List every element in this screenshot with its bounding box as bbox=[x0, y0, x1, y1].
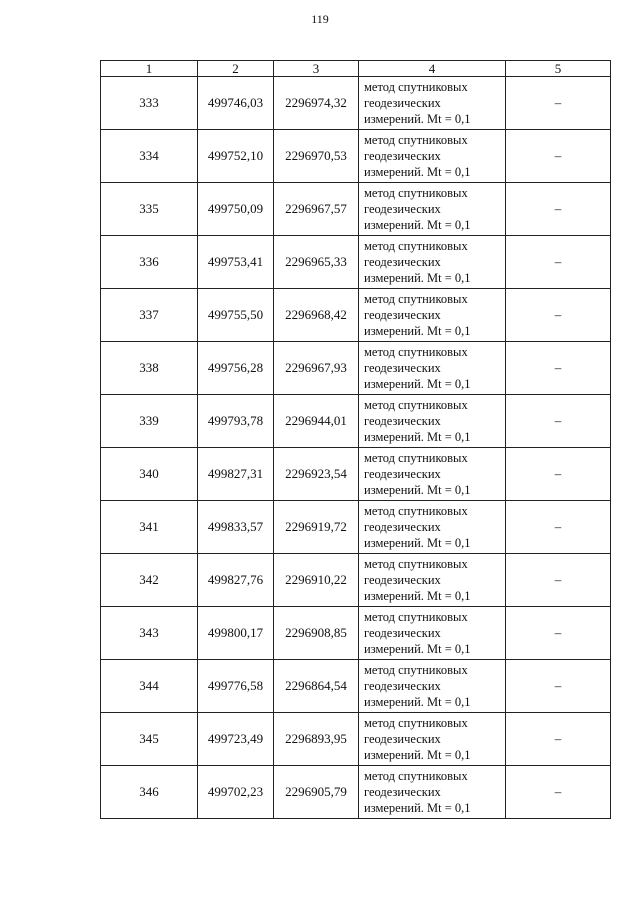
x-coordinate-cell: 499827,31 bbox=[198, 448, 274, 501]
method-cell bbox=[359, 183, 506, 236]
method-line: измерений. Mt = 0,1 bbox=[364, 271, 471, 285]
x-coordinate-cell: 499833,57 bbox=[198, 501, 274, 554]
column-header: 1 bbox=[101, 61, 198, 77]
table-row bbox=[101, 395, 611, 448]
y-coordinate-cell: 2296908,85 bbox=[274, 607, 359, 660]
y-coordinate-cell: 2296967,57 bbox=[274, 183, 359, 236]
y-coordinate-cell: 2296905,79 bbox=[274, 766, 359, 819]
method-line: геодезических bbox=[364, 96, 441, 110]
y-coordinate-cell: 2296965,33 bbox=[274, 236, 359, 289]
table-row bbox=[101, 554, 611, 607]
method-cell bbox=[359, 289, 506, 342]
method-cell bbox=[359, 660, 506, 713]
x-coordinate-cell: 499753,41 bbox=[198, 236, 274, 289]
point-number-cell: 335 bbox=[101, 183, 198, 236]
table-row bbox=[101, 289, 611, 342]
method-line: измерений. Mt = 0,1 bbox=[364, 589, 471, 603]
page-number: 119 bbox=[311, 12, 329, 26]
method-line: метод спутниковых bbox=[364, 292, 468, 306]
method-cell bbox=[359, 342, 506, 395]
y-coordinate-cell: 2296944,01 bbox=[274, 395, 359, 448]
method-line: метод спутниковых bbox=[364, 133, 468, 147]
table-row bbox=[101, 342, 611, 395]
y-coordinate-cell: 2296910,22 bbox=[274, 554, 359, 607]
method-line: геодезических bbox=[364, 626, 441, 640]
method-cell bbox=[359, 554, 506, 607]
table-row bbox=[101, 130, 611, 183]
point-number-cell: 341 bbox=[101, 501, 198, 554]
x-coordinate-cell: 499776,58 bbox=[198, 660, 274, 713]
point-number-cell: 333 bbox=[101, 77, 198, 130]
method-line: метод спутниковых bbox=[364, 663, 468, 677]
method-line: метод спутниковых bbox=[364, 186, 468, 200]
point-number-cell: 343 bbox=[101, 607, 198, 660]
method-line: измерений. Mt = 0,1 bbox=[364, 801, 471, 815]
method-line: геодезических bbox=[364, 308, 441, 322]
y-coordinate-cell: 2296967,93 bbox=[274, 342, 359, 395]
y-coordinate-cell: 2296970,53 bbox=[274, 130, 359, 183]
note-cell: – bbox=[506, 289, 611, 342]
point-number-cell: 342 bbox=[101, 554, 198, 607]
x-coordinate-cell: 499723,49 bbox=[198, 713, 274, 766]
column-header: 5 bbox=[506, 61, 611, 77]
method-line: геодезических bbox=[364, 414, 441, 428]
note-cell: – bbox=[506, 183, 611, 236]
note-cell: – bbox=[506, 130, 611, 183]
method-line: измерений. Mt = 0,1 bbox=[364, 642, 471, 656]
note-cell: – bbox=[506, 342, 611, 395]
method-line: геодезических bbox=[364, 573, 441, 587]
method-line: метод спутниковых bbox=[364, 716, 468, 730]
method-line: метод спутниковых bbox=[364, 769, 468, 783]
y-coordinate-cell: 2296974,32 bbox=[274, 77, 359, 130]
note-cell: – bbox=[506, 607, 611, 660]
y-coordinate-cell: 2296919,72 bbox=[274, 501, 359, 554]
method-line: геодезических bbox=[364, 361, 441, 375]
x-coordinate-cell: 499755,50 bbox=[198, 289, 274, 342]
x-coordinate-cell: 499752,10 bbox=[198, 130, 274, 183]
method-cell bbox=[359, 77, 506, 130]
note-cell: – bbox=[506, 713, 611, 766]
method-cell bbox=[359, 766, 506, 819]
method-line: метод спутниковых bbox=[364, 80, 468, 94]
y-coordinate-cell: 2296968,42 bbox=[274, 289, 359, 342]
method-line: геодезических bbox=[364, 520, 441, 534]
point-number-cell: 345 bbox=[101, 713, 198, 766]
x-coordinate-cell: 499756,28 bbox=[198, 342, 274, 395]
table-row bbox=[101, 660, 611, 713]
method-line: метод спутниковых bbox=[364, 345, 468, 359]
x-coordinate-cell: 499750,09 bbox=[198, 183, 274, 236]
method-cell bbox=[359, 448, 506, 501]
method-line: геодезических bbox=[364, 255, 441, 269]
table-row bbox=[101, 607, 611, 660]
point-number-cell: 338 bbox=[101, 342, 198, 395]
column-header: 2 bbox=[198, 61, 274, 77]
x-coordinate-cell: 499800,17 bbox=[198, 607, 274, 660]
note-cell: – bbox=[506, 501, 611, 554]
method-cell bbox=[359, 713, 506, 766]
note-cell: – bbox=[506, 448, 611, 501]
note-cell: – bbox=[506, 660, 611, 713]
x-coordinate-cell: 499827,76 bbox=[198, 554, 274, 607]
method-line: метод спутниковых bbox=[364, 557, 468, 571]
x-coordinate-cell: 499746,03 bbox=[198, 77, 274, 130]
method-line: метод спутниковых bbox=[364, 504, 468, 518]
method-cell bbox=[359, 395, 506, 448]
method-line: метод спутниковых bbox=[364, 398, 468, 412]
table-row bbox=[101, 183, 611, 236]
note-cell: – bbox=[506, 554, 611, 607]
method-line: измерений. Mt = 0,1 bbox=[364, 218, 471, 232]
point-number-cell: 344 bbox=[101, 660, 198, 713]
method-line: измерений. Mt = 0,1 bbox=[364, 748, 471, 762]
method-line: измерений. Mt = 0,1 bbox=[364, 695, 471, 709]
point-number-cell: 337 bbox=[101, 289, 198, 342]
table-row bbox=[101, 766, 611, 819]
table-row bbox=[101, 501, 611, 554]
point-number-cell: 336 bbox=[101, 236, 198, 289]
method-cell bbox=[359, 607, 506, 660]
method-line: геодезических bbox=[364, 467, 441, 481]
header-row bbox=[101, 61, 611, 77]
method-line: геодезических bbox=[364, 785, 441, 799]
method-line: измерений. Mt = 0,1 bbox=[364, 430, 471, 444]
method-line: геодезических bbox=[364, 679, 441, 693]
point-number-cell: 340 bbox=[101, 448, 198, 501]
x-coordinate-cell: 499702,23 bbox=[198, 766, 274, 819]
coordinates-table bbox=[100, 60, 611, 819]
method-line: измерений. Mt = 0,1 bbox=[364, 112, 471, 126]
table-row bbox=[101, 448, 611, 501]
method-line: метод спутниковых bbox=[364, 451, 468, 465]
table-row bbox=[101, 713, 611, 766]
method-cell bbox=[359, 236, 506, 289]
method-line: измерений. Mt = 0,1 bbox=[364, 165, 471, 179]
method-line: геодезических bbox=[364, 732, 441, 746]
column-header: 3 bbox=[274, 61, 359, 77]
method-line: геодезических bbox=[364, 202, 441, 216]
column-header: 4 bbox=[359, 61, 506, 77]
point-number-cell: 334 bbox=[101, 130, 198, 183]
table-row bbox=[101, 236, 611, 289]
note-cell: – bbox=[506, 77, 611, 130]
note-cell: – bbox=[506, 395, 611, 448]
note-cell: – bbox=[506, 236, 611, 289]
method-cell bbox=[359, 501, 506, 554]
point-number-cell: 339 bbox=[101, 395, 198, 448]
method-line: измерений. Mt = 0,1 bbox=[364, 324, 471, 338]
y-coordinate-cell: 2296864,54 bbox=[274, 660, 359, 713]
method-line: метод спутниковых bbox=[364, 610, 468, 624]
point-number-cell: 346 bbox=[101, 766, 198, 819]
method-line: измерений. Mt = 0,1 bbox=[364, 536, 471, 550]
note-cell: – bbox=[506, 766, 611, 819]
method-line: измерений. Mt = 0,1 bbox=[364, 377, 471, 391]
method-cell bbox=[359, 130, 506, 183]
method-line: геодезических bbox=[364, 149, 441, 163]
method-line: измерений. Mt = 0,1 bbox=[364, 483, 471, 497]
table-row bbox=[101, 77, 611, 130]
y-coordinate-cell: 2296923,54 bbox=[274, 448, 359, 501]
y-coordinate-cell: 2296893,95 bbox=[274, 713, 359, 766]
x-coordinate-cell: 499793,78 bbox=[198, 395, 274, 448]
method-line: метод спутниковых bbox=[364, 239, 468, 253]
